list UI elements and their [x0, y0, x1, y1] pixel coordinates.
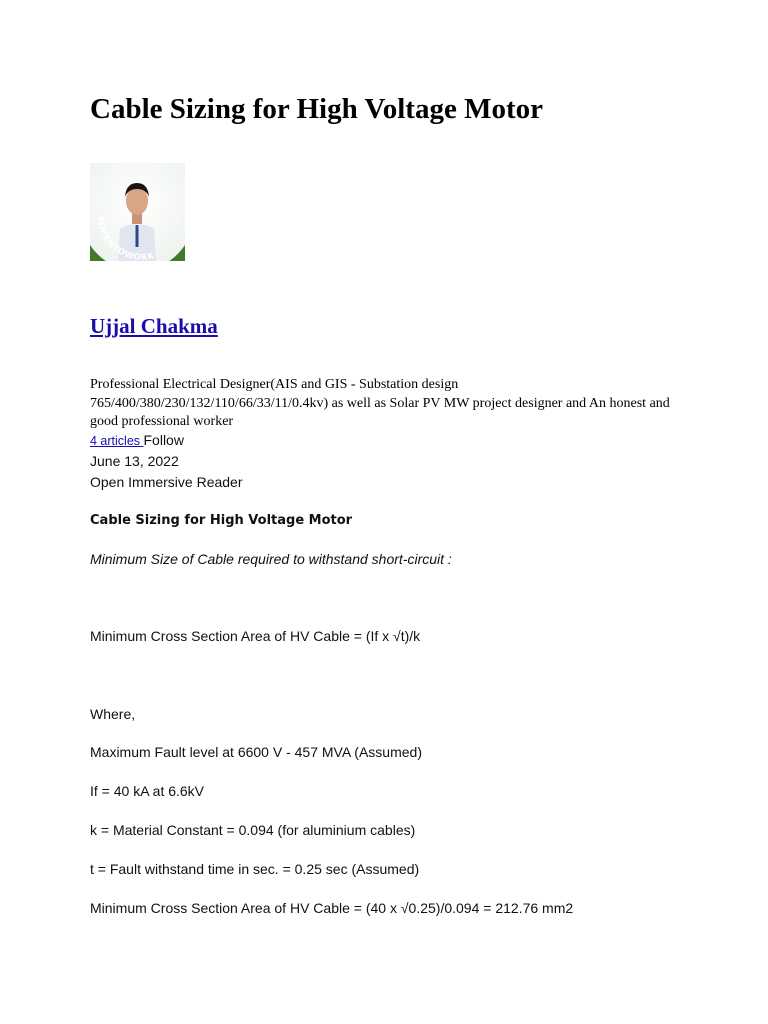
- publish-date: June 13, 2022: [90, 453, 179, 469]
- formula-text: Minimum Cross Section Area of HV Cable = (If x √t)/k: [90, 628, 421, 644]
- svg-text:#OPENTOWORK: [95, 215, 156, 261]
- intro-text: Minimum Size of Cable required to withstand short-circuit :: [90, 551, 452, 567]
- immersive-reader-button[interactable]: Open Immersive Reader: [90, 474, 243, 490]
- result-text: Minimum Cross Section Area of HV Cable = (40 x √0.25)/0.094 = 212.76 mm2: [90, 900, 574, 916]
- articles-link[interactable]: 4 articles: [90, 434, 144, 448]
- open-to-work-text: #OPENTOWORK: [94, 214, 156, 261]
- articles-follow-row: [90, 432, 184, 448]
- author-avatar[interactable]: [90, 163, 185, 261]
- if-value-text: If = 40 kA at 6.6kV: [90, 783, 205, 799]
- fault-level-text: Maximum Fault level at 6600 V - 457 MVA (Assumed): [90, 744, 422, 760]
- t-value-text: t = Fault withstand time in sec. = 0.25 sec (Assumed): [90, 861, 420, 877]
- follow-button[interactable]: Follow: [143, 432, 184, 448]
- article-title: Cable Sizing for High Voltage Motor: [90, 93, 543, 125]
- author-name-link[interactable]: Ujjal Chakma: [90, 314, 218, 338]
- where-text: Where,: [90, 706, 136, 722]
- k-value-text: k = Material Constant = 0.094 (for aluminium cables): [90, 822, 416, 838]
- section-heading: Cable Sizing for High Voltage Motor: [90, 513, 353, 528]
- author-bio: Professional Electrical Designer(AIS and GIS - Substation design 765/400/380/230/132/110/66/33/11/0.4kv) as well as Solar PV MW project designer and An honest and good professional worker: [90, 377, 670, 429]
- open-to-work-badge: [90, 163, 185, 261]
